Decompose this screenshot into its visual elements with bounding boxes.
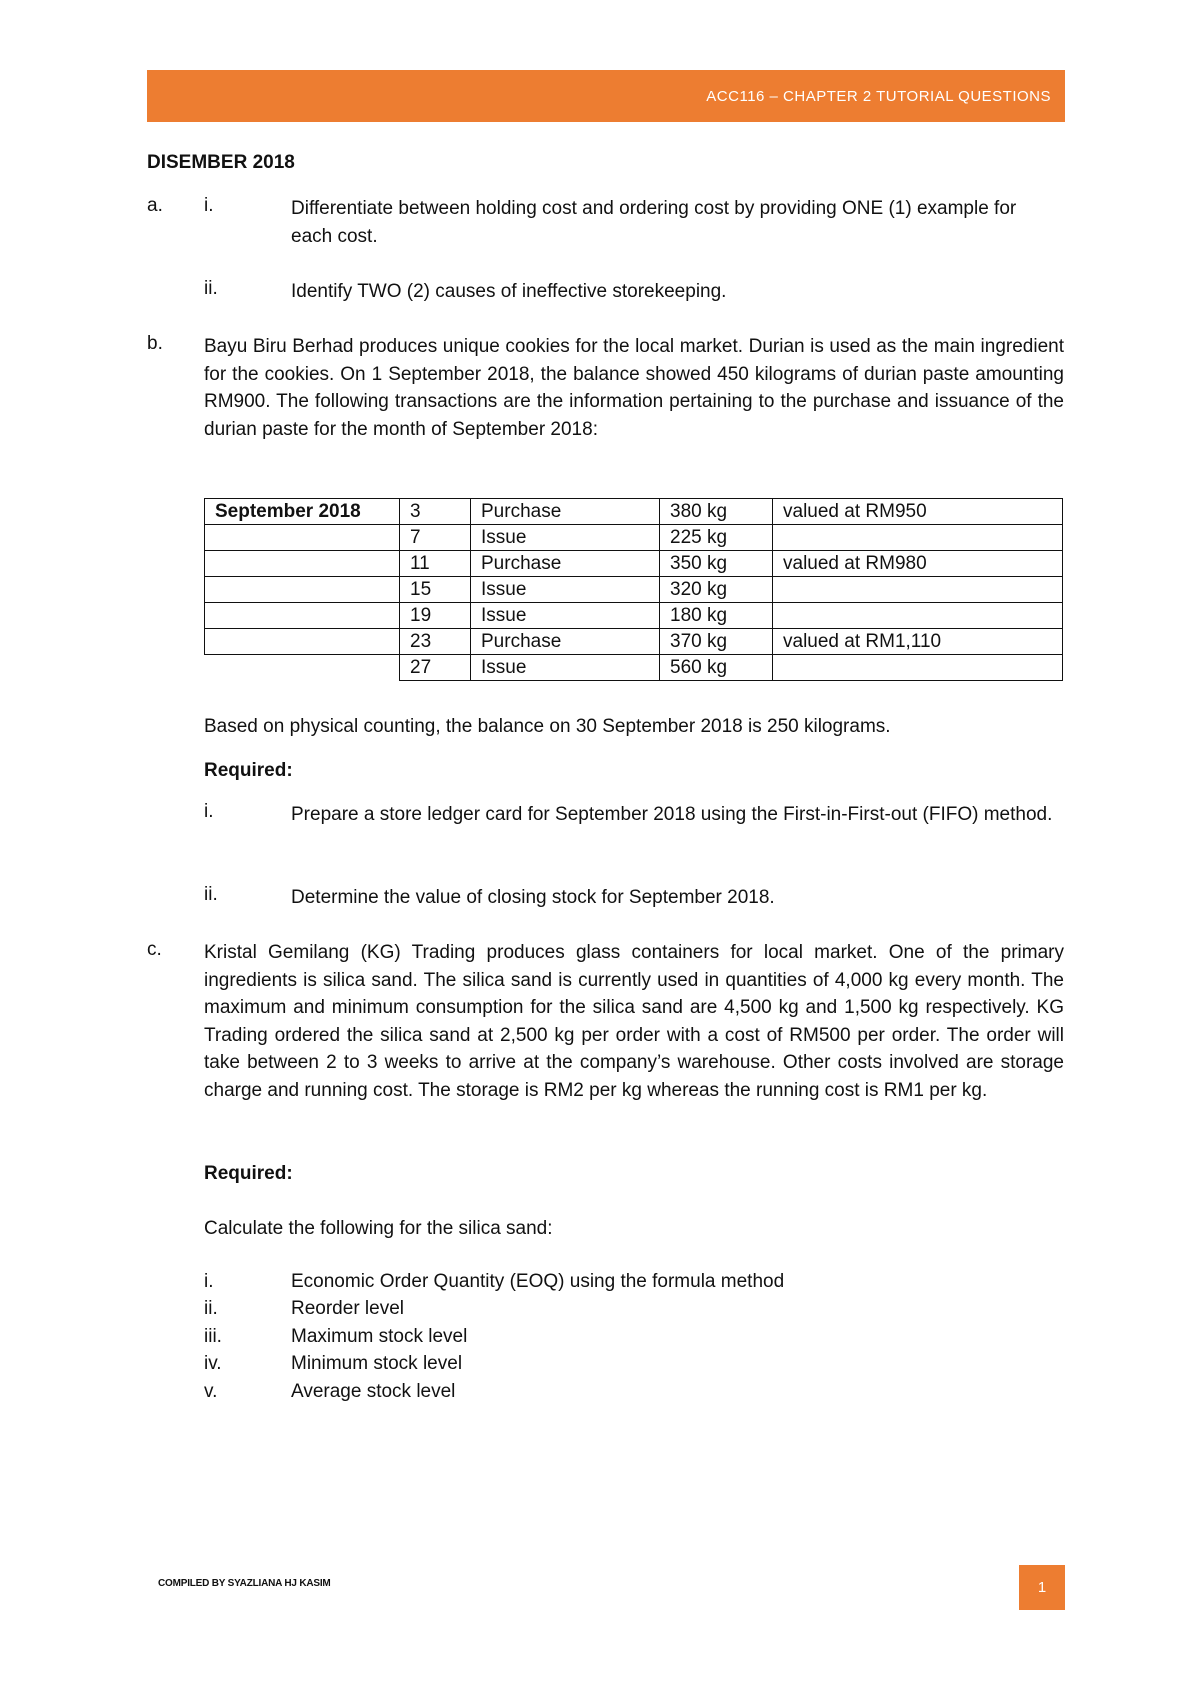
header-title: ACC116 – CHAPTER 2 TUTORIAL QUESTIONS: [706, 88, 1051, 105]
table-cell-qty: 380 kg: [660, 499, 773, 525]
part-c-item-1-num: i.: [204, 1271, 214, 1292]
table-cell-value: valued at RM980: [773, 551, 1063, 577]
table-row: [205, 499, 1063, 525]
table-cell-value: valued at RM1,110: [773, 629, 1063, 655]
part-c-item-1-text: Economic Order Quantity (EOQ) using the formula method: [291, 1271, 785, 1292]
part-c-item-2-text: Reorder level: [291, 1298, 404, 1319]
table-cell-day: 19: [400, 603, 471, 629]
part-c-item-2-num: ii.: [204, 1298, 218, 1319]
table-cell-type: Purchase: [471, 499, 660, 525]
table-empty-cell: [205, 655, 400, 681]
table-cell-day: 23: [400, 629, 471, 655]
part-c-item-3-num: iii.: [204, 1326, 222, 1347]
page-number: 1: [1019, 1565, 1065, 1610]
table-empty-cell: [205, 577, 400, 603]
table-empty-cell: [205, 629, 400, 655]
part-c-item-4-text: Minimum stock level: [291, 1353, 463, 1374]
table-cell-type: Issue: [471, 525, 660, 551]
table-row: [205, 525, 1063, 551]
part-c-item-3-text: Maximum stock level: [291, 1326, 468, 1347]
table-row: [205, 603, 1063, 629]
table-row: [205, 577, 1063, 603]
table-row: [205, 655, 1063, 681]
part-b-required-label: Required:: [204, 760, 293, 781]
table-cell-type: Issue: [471, 603, 660, 629]
part-c-label: c.: [147, 939, 162, 960]
table-empty-cell: [205, 551, 400, 577]
table-cell-type: Purchase: [471, 629, 660, 655]
table-cell-qty: 350 kg: [660, 551, 773, 577]
table-empty-cell: [205, 603, 400, 629]
table-cell-qty: 320 kg: [660, 577, 773, 603]
table-cell-value: [773, 655, 1063, 681]
table-cell-day: 7: [400, 525, 471, 551]
table-row: [205, 551, 1063, 577]
part-b-required-1-text: Prepare a store ledger card for September 2018 using the First-in-First-out (FIFO) method.: [291, 804, 1053, 825]
part-a-item-2-num: ii.: [204, 278, 218, 299]
table-cell-value: [773, 603, 1063, 629]
part-b-required-2-text: Determine the value of closing stock for September 2018.: [291, 887, 775, 908]
table-cell-type: Issue: [471, 577, 660, 603]
table-cell-qty: 180 kg: [660, 603, 773, 629]
part-b-note: Based on physical counting, the balance on 30 September 2018 is 250 kilograms.: [204, 716, 891, 737]
footer-compiled-by: COMPILED BY SYAZLIANA HJ KASIM: [158, 1578, 331, 1589]
table-cell-value: [773, 525, 1063, 551]
table-cell-type: Purchase: [471, 551, 660, 577]
table-empty-cell: [205, 525, 400, 551]
table-cell-qty: 560 kg: [660, 655, 773, 681]
part-a-label: a.: [147, 195, 163, 216]
part-c-required-label: Required:: [204, 1163, 293, 1184]
table-cell-qty: 370 kg: [660, 629, 773, 655]
transactions-table: [204, 498, 1063, 681]
table-cell-day: 15: [400, 577, 471, 603]
part-b-required-2-num: ii.: [204, 884, 218, 905]
table-cell-value: valued at RM950: [773, 499, 1063, 525]
part-c-item-5-num: v.: [204, 1381, 218, 1402]
part-c-item-5-text: Average stock level: [291, 1381, 456, 1402]
part-c-calc-intro: Calculate the following for the silica sand:: [204, 1218, 553, 1239]
table-row: [205, 629, 1063, 655]
part-c-intro: Kristal Gemilang (KG) Trading produces glass containers for local market. One of the primary ingredients is silica sand. The silica sand is currently used in quantities of 4,000 kg every month. The maximum and minimum consumption for the silica sand are 4,500 kg and 1,500 kg respectively. KG Trading ordered the silica sand at 2,500 kg per order with a cost of RM500 per order. The order will take between 2 to 3 weeks to arrive at the company’s warehouse. Other costs involved are storage charge and running cost. The storage is RM2 per kg whereas the running cost is RM1 per kg.: [204, 942, 1064, 1101]
header-bar: [147, 70, 1065, 122]
table-cell-day: 11: [400, 551, 471, 577]
table-cell-value: [773, 577, 1063, 603]
part-b-label: b.: [147, 333, 163, 354]
part-a-item-1-num: i.: [204, 195, 214, 216]
part-b-intro: Bayu Biru Berhad produces unique cookies for the local market. Durian is used as the main ingredient for the cookies. On 1 September 2018, the balance showed 450 kilograms of durian paste amounting RM900. The following transactions are the information pertaining to the purchase and issuance of the durian paste for the month of September 2018:: [204, 336, 1064, 440]
table-month-cell: September 2018: [205, 499, 400, 525]
table-cell-day: 27: [400, 655, 471, 681]
part-b-required-1-num: i.: [204, 801, 214, 822]
section-heading: DISEMBER 2018: [147, 152, 295, 173]
table-cell-day: 3: [400, 499, 471, 525]
part-a-item-2-text: Identify TWO (2) causes of ineffective storekeeping.: [291, 281, 727, 302]
part-a-item-1-text: Differentiate between holding cost and ordering cost by providing ONE (1) example for each cost.: [291, 198, 1017, 247]
part-c-item-4-num: iv.: [204, 1353, 222, 1374]
table-cell-type: Issue: [471, 655, 660, 681]
table-cell-qty: 225 kg: [660, 525, 773, 551]
